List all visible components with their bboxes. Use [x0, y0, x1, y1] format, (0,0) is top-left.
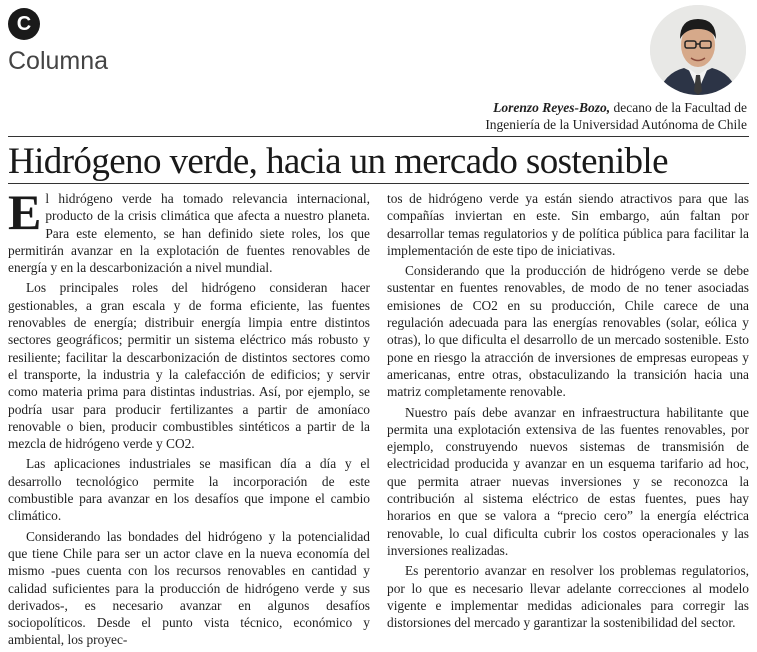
article-column-left: [8, 184, 370, 652]
section-title: Columna: [8, 47, 109, 75]
headline-top-rule: [8, 136, 749, 137]
paragraph: tos de hidrógeno verde ya están siendo atractivos para que las compañías inviertan en este. Sin embargo, aún faltan por desarrollar temas regulatorios y de política pública para facilitar la implementación de este tipo de iniciativas.: [387, 191, 749, 258]
paragraph: Considerando que la producción de hidrógeno verde se debe sustentar en fuentes renovables, de modo de no tener asociadas emisiones de CO2 en su producción, Chile carece de una regulación adecuada para las energías renovables (solar, eólica y otras), lo que dificulta el desarrollo de un mercado sostenible. Esto pone en riesgo la atracción de inversiones de empresas europeas y americanas, entre otras, obstaculizando la transición hacia una matriz completamente renovable.: [387, 263, 749, 400]
paragraph: Los principales roles del hidrógeno consideran hacer gestionables, a gran escala y de forma eficiente, las fuentes renovables de energía; distribuir energía limpia entre distintos sectores geográficos; permitir un sistema eléctrico más robusto y resiliente; facilitar la descarbonización de distintos sectores como el transporte, la industria y la calefacción de edificios; y servir como materia prima para distintas industrias. Así, por ejemplo, se podría usar para producir fertilizantes a partir de amoníaco renovable o bien, producir combustibles sintéticos a partir de la mezcla de hidrógeno verde y CO2.: [8, 280, 370, 452]
headline-bottom-rule: [8, 183, 749, 184]
author-photo: [650, 5, 746, 95]
drop-cap: E: [8, 184, 42, 240]
paragraph: Nuestro país debe avanzar en infraestructura habilitante que permita una explotación extensiva de las fuentes renovables, por ejemplo, construyendo nuevos sistemas de transmisión de electricidad producida y avanzar en un esquema tarifario ad hoc, que permita atraer nuevas inversiones y se reconozca la contribución al sistema eléctrico de estas fuentes, pues hay horarios en que se valora a “precio cero” la energía eléctrica renovable, lo cual dificulta cubrir los costos operacionales y las inversiones realizadas.: [387, 404, 749, 558]
paragraph: Las aplicaciones industriales se masifican día a día y el desarrollo tecnológico permite la incorporación de este combustible para avanzar en los desafíos que impone el cambio climático.: [8, 456, 370, 524]
section-badge: C: [8, 8, 40, 40]
author-byline: [485, 99, 747, 133]
author-photo-illustration: [650, 5, 746, 95]
author-name: Lorenzo Reyes-Bozo,: [493, 100, 611, 115]
article-column-right: [387, 190, 749, 634]
paragraph: Es perentorio avanzar en resolver los problemas regulatorios, por lo que es necesario llevar adelante correcciones al modelo vigente e implementar medidas adicionales para corregir las distorsiones del mercado y garantizar la sostenibilidad del sector.: [387, 563, 749, 631]
paragraph: El hidrógeno verde ha tomado relevancia internacional, producto de la crisis climática que afecta a nuestro planeta. Para este elemento, se han definido siete roles, los que permitirán avanzar en la explotación de fuentes renovables de energía y en la descarbonización a nivel mundial.: [8, 184, 370, 276]
headline: Hidrógeno verde, hacia un mercado sostenible: [8, 141, 668, 182]
author-role-line1: decano de la Facultad de: [610, 100, 747, 115]
author-role-line2: Ingeniería de la Universidad Autónoma de Chile: [485, 117, 747, 132]
paragraph: Considerando las bondades del hidrógeno y la potencialidad que tiene Chile para ser un actor clave en la nueva economía del mismo -pues cuenta con los recursos renovables en cantidad y calidad suficientes para la producción de hidrógeno verde y sus derivados-, es necesario avanzar en algunos desafíos sociopolíticos. Desde el punto vista técnico, económico y ambiental, los proyec-: [8, 528, 370, 648]
